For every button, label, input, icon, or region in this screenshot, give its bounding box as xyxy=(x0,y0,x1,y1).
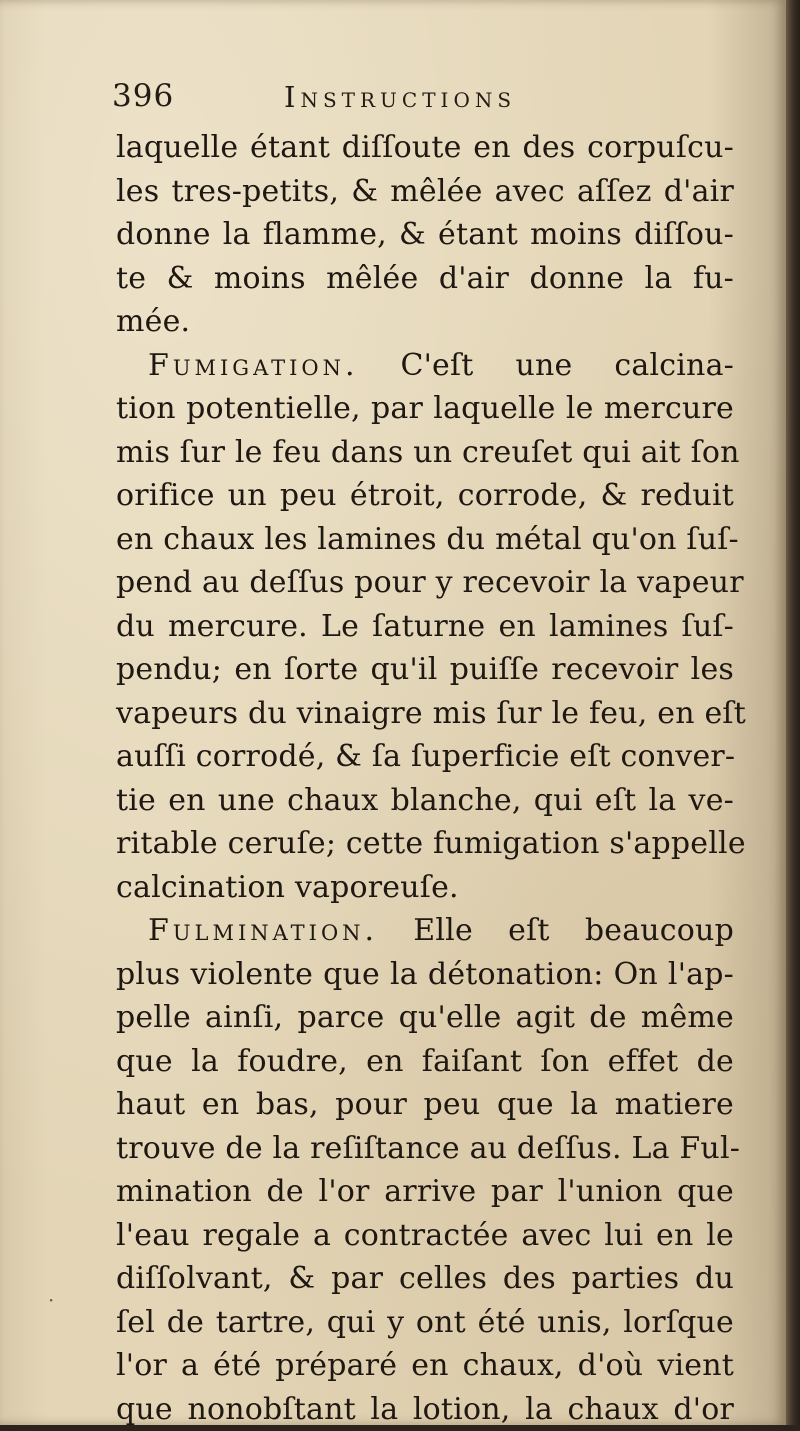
line-text: les tres-petits, & mêlée avec aſſez d'air xyxy=(116,174,734,209)
text-line xyxy=(116,1344,734,1388)
line-text: l'eau regale a contractée avec lui en le xyxy=(116,1218,734,1253)
book-gutter xyxy=(786,0,800,1425)
text-line xyxy=(116,1040,734,1084)
text-line xyxy=(116,170,734,214)
text-line xyxy=(116,1083,734,1127)
line-text: diſſolvant, & par celles des parties du xyxy=(116,1261,734,1296)
line-text: Elle eſt beaucoup xyxy=(378,913,734,948)
line-text: du mercure. Le ſaturne en lamines ſuſ- xyxy=(116,609,734,644)
text-line xyxy=(116,909,734,953)
text-line xyxy=(116,1170,734,1214)
text-line xyxy=(116,431,734,475)
entry-term: Fulmination. xyxy=(148,913,378,948)
line-text: calcination vaporeuſe. xyxy=(116,870,459,905)
line-text: que nonobſtant la lotion, la chaux d'or xyxy=(116,1392,734,1427)
text-line xyxy=(116,996,734,1040)
text-line xyxy=(116,648,734,692)
line-text: tion potentielle, par laquelle le mercure xyxy=(116,391,734,426)
line-text: pend au deſſus pour y recevoir la vapeur xyxy=(116,565,744,600)
line-text: mination de l'or arrive par l'union que xyxy=(116,1174,734,1209)
text-line xyxy=(116,866,734,910)
line-text: mée. xyxy=(116,304,190,339)
text-line xyxy=(116,1388,734,1431)
text-line xyxy=(116,953,734,997)
text-line xyxy=(116,1257,734,1301)
text-line xyxy=(116,344,734,388)
line-text: auſſi corrodé, & ſa ſuperficie eſt conver- xyxy=(116,739,735,774)
entry-term: Fumigation. xyxy=(148,348,359,383)
page-number: 396 xyxy=(112,78,174,114)
line-text: plus violente que la détonation: On l'ap- xyxy=(116,957,734,992)
text-line xyxy=(116,518,734,562)
margin-mark: · xyxy=(48,1288,54,1312)
text-line xyxy=(116,735,734,779)
page-header xyxy=(112,78,732,120)
text-line xyxy=(116,213,734,257)
line-text: pendu; en ſorte qu'il puiſſe recevoir les xyxy=(116,652,734,687)
text-line xyxy=(116,1301,734,1345)
line-text: haut en bas, pour peu que la matiere xyxy=(116,1087,734,1122)
line-text: vapeurs du vinaigre mis ſur le feu, en eſt xyxy=(116,696,746,731)
line-text: ſel de tartre, qui y ont été unis, lorſque xyxy=(116,1305,734,1340)
text-line xyxy=(116,561,734,605)
text-line xyxy=(116,1214,734,1258)
text-line xyxy=(116,779,734,823)
text-line xyxy=(116,257,734,301)
line-text: que la foudre, en faiſant ſon effet de xyxy=(116,1044,734,1079)
line-text: C'eſt une calcina- xyxy=(359,348,734,383)
line-text: trouve de la reſiſtance au deſſus. La Ful- xyxy=(116,1131,740,1166)
line-text: mis ſur le feu dans un creuſet qui ait ſon xyxy=(116,435,740,470)
body-text xyxy=(116,126,734,1431)
line-text: te & moins mêlée d'air donne la fu- xyxy=(116,261,734,296)
text-line xyxy=(116,692,734,736)
line-text: en chaux les lamines du métal qu'on ſuſ- xyxy=(116,522,739,557)
line-text: pelle ainſi, parce qu'elle agit de même xyxy=(116,1000,734,1035)
text-line xyxy=(116,1127,734,1171)
running-title: Instructions xyxy=(284,80,516,114)
text-line xyxy=(116,387,734,431)
text-line xyxy=(116,126,734,170)
line-text: tie en une chaux blanche, qui eſt la ve- xyxy=(116,783,734,818)
line-text: donne la flamme, & étant moins diſſou- xyxy=(116,217,734,252)
text-line xyxy=(116,474,734,518)
line-text: laquelle étant diſſoute en des corpuſcu- xyxy=(116,130,734,165)
text-line xyxy=(116,822,734,866)
text-line xyxy=(116,605,734,649)
text-line xyxy=(116,300,734,344)
line-text: l'or a été préparé en chaux, d'où vient xyxy=(116,1348,734,1383)
line-text: orifice un peu étroit, corrode, & reduit xyxy=(116,478,734,513)
line-text: ritable ceruſe; cette fumigation s'appelle xyxy=(116,826,746,861)
